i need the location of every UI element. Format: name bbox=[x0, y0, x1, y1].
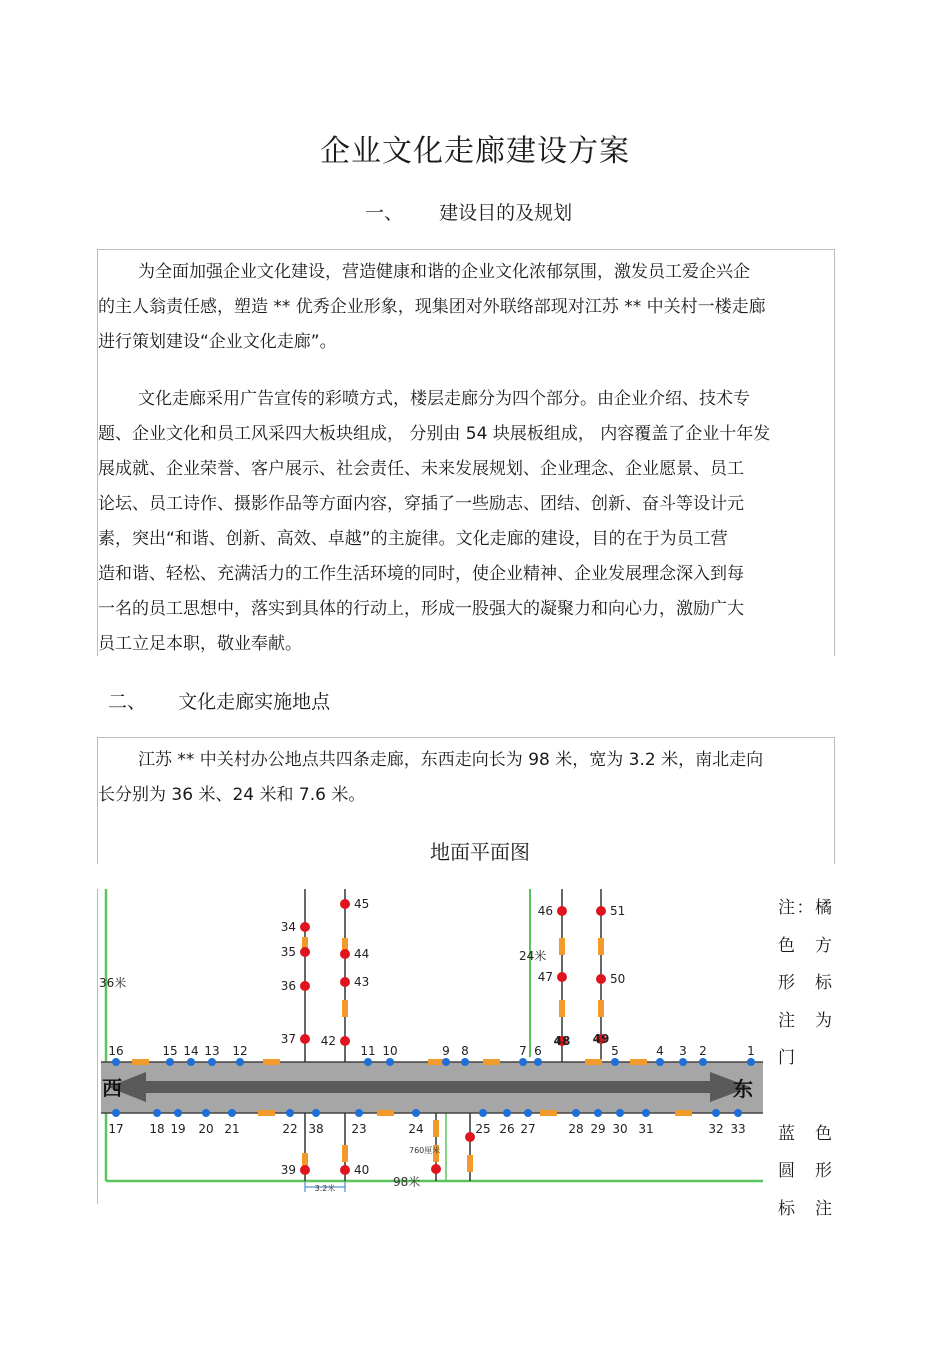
red-board-dot bbox=[300, 1034, 310, 1044]
red-board-dot bbox=[465, 1132, 475, 1142]
board-label: 34 bbox=[280, 920, 296, 934]
door-marker bbox=[540, 1110, 557, 1116]
board-label: 47 bbox=[537, 970, 553, 984]
dimension-24m: 24米 bbox=[519, 949, 547, 963]
board-label: 6 bbox=[534, 1044, 542, 1058]
blue-board-dot bbox=[594, 1109, 602, 1117]
note-line: 注：橘 bbox=[778, 898, 832, 918]
blue-board-dot bbox=[519, 1058, 527, 1066]
blue-board-dot bbox=[734, 1109, 742, 1117]
board-label: 17 bbox=[108, 1122, 124, 1136]
blue-board-dot bbox=[386, 1058, 394, 1066]
blue-board-dot bbox=[503, 1109, 511, 1117]
door-marker bbox=[598, 1000, 604, 1017]
board-label: 3 bbox=[679, 1044, 687, 1058]
board-label: 40 bbox=[354, 1163, 370, 1177]
board-label: 29 bbox=[590, 1122, 606, 1136]
section-title: 建设目的及规划 bbox=[439, 202, 573, 224]
note-line: 注 为 bbox=[778, 1010, 832, 1031]
door-marker bbox=[377, 1110, 394, 1116]
text-line: 江苏 ** 中关村办公地点共四条走廊，东西走向长为 98 米，宽为 3.2 米，南北走向 bbox=[138, 750, 764, 770]
blue-board-dot bbox=[479, 1109, 487, 1117]
note-line: 蓝 色 bbox=[778, 1123, 832, 1144]
board-label: 31 bbox=[638, 1122, 654, 1136]
blue-board-dot bbox=[534, 1058, 542, 1066]
board-label: 22 bbox=[282, 1122, 298, 1136]
board-label: 37 bbox=[280, 1032, 296, 1046]
floor-plan-svg bbox=[98, 889, 763, 1204]
board-label: 20 bbox=[198, 1122, 214, 1136]
blue-board-dot bbox=[364, 1058, 372, 1066]
blue-board-dot bbox=[166, 1058, 174, 1066]
blue-board-dot bbox=[642, 1109, 650, 1117]
note-line: 圆 形 bbox=[778, 1161, 832, 1181]
board-label: 23 bbox=[351, 1122, 367, 1136]
board-label: 43 bbox=[354, 975, 370, 989]
map-legend-note bbox=[778, 890, 832, 1228]
red-board-dot bbox=[340, 949, 350, 959]
board-label: 26 bbox=[499, 1122, 515, 1136]
blue-board-dot bbox=[572, 1109, 580, 1117]
text-line: 长分别为 36 米、24 米和 7.6 米。 bbox=[98, 785, 366, 805]
board-label: 8 bbox=[461, 1044, 469, 1058]
board-label: 46 bbox=[537, 904, 553, 918]
board-label: 13 bbox=[204, 1044, 220, 1058]
section-number: 二、 bbox=[108, 691, 147, 713]
door-marker bbox=[483, 1059, 500, 1065]
blue-board-dot bbox=[699, 1058, 707, 1066]
board-label: 45 bbox=[354, 897, 370, 911]
red-board-dot bbox=[557, 906, 567, 916]
text-line: 进行策划建设“企业文化走廊”。 bbox=[98, 332, 337, 352]
section-heading-1 bbox=[365, 198, 572, 225]
blue-board-dot bbox=[187, 1058, 195, 1066]
red-board-dot bbox=[300, 1165, 310, 1175]
board-label: 24 bbox=[408, 1122, 424, 1136]
red-board-dot bbox=[340, 977, 350, 987]
paragraph-description bbox=[98, 382, 822, 662]
board-label: 36 bbox=[280, 979, 296, 993]
blue-board-dot bbox=[174, 1109, 182, 1117]
board-label: 48 bbox=[553, 1034, 571, 1048]
door-marker bbox=[559, 1000, 565, 1017]
dimension-3-2m: 3.2米 bbox=[314, 1184, 336, 1193]
door-marker bbox=[630, 1059, 647, 1065]
door-marker bbox=[585, 1059, 602, 1065]
text-frame bbox=[97, 249, 835, 656]
board-label: 39 bbox=[280, 1163, 296, 1177]
board-label: 5 bbox=[611, 1044, 619, 1058]
east-label: 东 bbox=[733, 1077, 753, 1101]
blue-board-dot bbox=[208, 1058, 216, 1066]
section-number: 一、 bbox=[365, 202, 404, 224]
board-label: 32 bbox=[708, 1122, 724, 1136]
board-label: 30 bbox=[612, 1122, 628, 1136]
dimension-36m: 36米 bbox=[99, 976, 127, 990]
map-title: 地面平面图 bbox=[430, 840, 530, 864]
door-marker bbox=[342, 1145, 348, 1162]
door-marker bbox=[258, 1110, 275, 1116]
door-marker bbox=[598, 938, 604, 955]
board-label: 42 bbox=[320, 1034, 336, 1048]
blue-board-dot bbox=[712, 1109, 720, 1117]
door-marker bbox=[263, 1059, 280, 1065]
floor-plan bbox=[97, 889, 763, 1204]
document-title: 企业文化走廊建设方案 bbox=[320, 134, 630, 169]
red-board-dot bbox=[596, 974, 606, 984]
door-marker bbox=[675, 1110, 692, 1116]
board-label: 11 bbox=[360, 1044, 376, 1058]
paragraph-purpose bbox=[98, 255, 822, 360]
red-board-dot bbox=[340, 899, 350, 909]
red-board-dot bbox=[557, 972, 567, 982]
blue-board-dot bbox=[355, 1109, 363, 1117]
board-label: 4 bbox=[656, 1044, 664, 1058]
text-line: 一名的员工思想中，落实到具体的行动上，形成一股强大的凝聚力和向心力，激励广大 bbox=[98, 599, 744, 619]
board-label: 25 bbox=[475, 1122, 491, 1136]
text-line: 文化走廊采用广告宣传的彩喷方式，楼层走廊分为四个部分。由企业介绍、技术专 bbox=[138, 389, 750, 409]
blue-board-dot bbox=[679, 1058, 687, 1066]
board-label: 9 bbox=[442, 1044, 450, 1058]
blue-board-dot bbox=[286, 1109, 294, 1117]
red-board-dot bbox=[340, 1036, 350, 1046]
blue-board-dot bbox=[236, 1058, 244, 1066]
board-label: 10 bbox=[382, 1044, 398, 1058]
board-label: 12 bbox=[232, 1044, 248, 1058]
blue-board-dot bbox=[611, 1058, 619, 1066]
blue-board-dot bbox=[412, 1109, 420, 1117]
note-line: 门 bbox=[778, 1048, 795, 1068]
red-board-dot bbox=[300, 947, 310, 957]
text-line: 员工立足本职，敬业奉献。 bbox=[98, 634, 302, 654]
blue-board-dot bbox=[747, 1058, 755, 1066]
board-label: 38 bbox=[308, 1122, 324, 1136]
text-line: 题、企业文化和员工风采四大板块组成， 分别由 54 块展板组成， 内容覆盖了企业十年发 bbox=[98, 424, 771, 444]
blue-board-dot bbox=[202, 1109, 210, 1117]
board-label: 18 bbox=[149, 1122, 165, 1136]
board-label: 28 bbox=[568, 1122, 584, 1136]
map-labels bbox=[99, 897, 755, 1193]
blue-board-dot bbox=[656, 1058, 664, 1066]
blue-board-dot bbox=[228, 1109, 236, 1117]
door-marker bbox=[342, 1000, 348, 1017]
red-board-dot bbox=[300, 981, 310, 991]
blue-board-dot bbox=[112, 1109, 120, 1117]
red-board-dot bbox=[300, 922, 310, 932]
blue-board-dot bbox=[461, 1058, 469, 1066]
door-marker bbox=[132, 1059, 149, 1065]
red-board-dot bbox=[431, 1164, 441, 1174]
board-label: 50 bbox=[610, 972, 626, 986]
board-label: 1 bbox=[747, 1044, 755, 1058]
board-label: 15 bbox=[162, 1044, 178, 1058]
door-marker bbox=[467, 1155, 473, 1172]
note-line: 形 标 bbox=[778, 973, 832, 993]
text-line: 的主人翁责任感，塑造 ** 优秀企业形象，现集团对外联络部现对江苏 ** 中关村一楼走廊 bbox=[98, 297, 766, 317]
section-heading-2 bbox=[108, 687, 330, 714]
blue-board-dot bbox=[616, 1109, 624, 1117]
door-marker bbox=[433, 1120, 439, 1137]
paragraph-location bbox=[98, 743, 822, 813]
note-line: 色 方 bbox=[778, 935, 832, 956]
dimension-98m: 98米 bbox=[393, 1175, 421, 1189]
blue-board-dot bbox=[524, 1109, 532, 1117]
board-label: 7 bbox=[519, 1044, 527, 1058]
note-line: 标 注 bbox=[778, 1198, 832, 1219]
board-label: 2 bbox=[699, 1044, 707, 1058]
board-label: 44 bbox=[354, 947, 370, 961]
board-label: 14 bbox=[183, 1044, 199, 1058]
text-line: 造和谐、轻松、充满活力的工作生活环境的同时，使企业精神、企业发展理念深入到每 bbox=[98, 564, 744, 584]
board-label: 16 bbox=[108, 1044, 124, 1058]
west-label: 西 bbox=[102, 1076, 122, 1100]
board-label: 19 bbox=[170, 1122, 186, 1136]
board-label: 51 bbox=[610, 904, 626, 918]
dimension-760cm: 760厘米 bbox=[409, 1146, 441, 1155]
red-board-dot bbox=[340, 1165, 350, 1175]
blue-board-dot bbox=[153, 1109, 161, 1117]
blue-board-dot bbox=[312, 1109, 320, 1117]
text-line: 展成就、企业荣誉、客户展示、社会责任、未来发展规划、企业理念、企业愿景、员工 bbox=[98, 459, 744, 479]
section-title: 文化走廊实施地点 bbox=[178, 691, 331, 713]
red-board-dot bbox=[596, 906, 606, 916]
board-label: 49 bbox=[592, 1032, 610, 1046]
text-line: 论坛、员工诗作、摄影作品等方面内容，穿插了一些励志、团结、创新、奋斗等设计元 bbox=[98, 494, 744, 514]
board-label: 35 bbox=[280, 945, 296, 959]
blue-board-dot bbox=[442, 1058, 450, 1066]
blue-board-dot bbox=[112, 1058, 120, 1066]
board-label: 21 bbox=[224, 1122, 240, 1136]
door-marker bbox=[559, 938, 565, 955]
text-line: 为全面加强企业文化建设，营造健康和谐的企业文化浓郁氛围，激发员工爱企兴企 bbox=[138, 262, 750, 282]
board-label: 27 bbox=[520, 1122, 536, 1136]
text-line: 素，突出“和谐、创新、高效、卓越”的主旋律。文化走廊的建设，目的在于为员工营 bbox=[98, 529, 728, 549]
board-label: 33 bbox=[730, 1122, 746, 1136]
